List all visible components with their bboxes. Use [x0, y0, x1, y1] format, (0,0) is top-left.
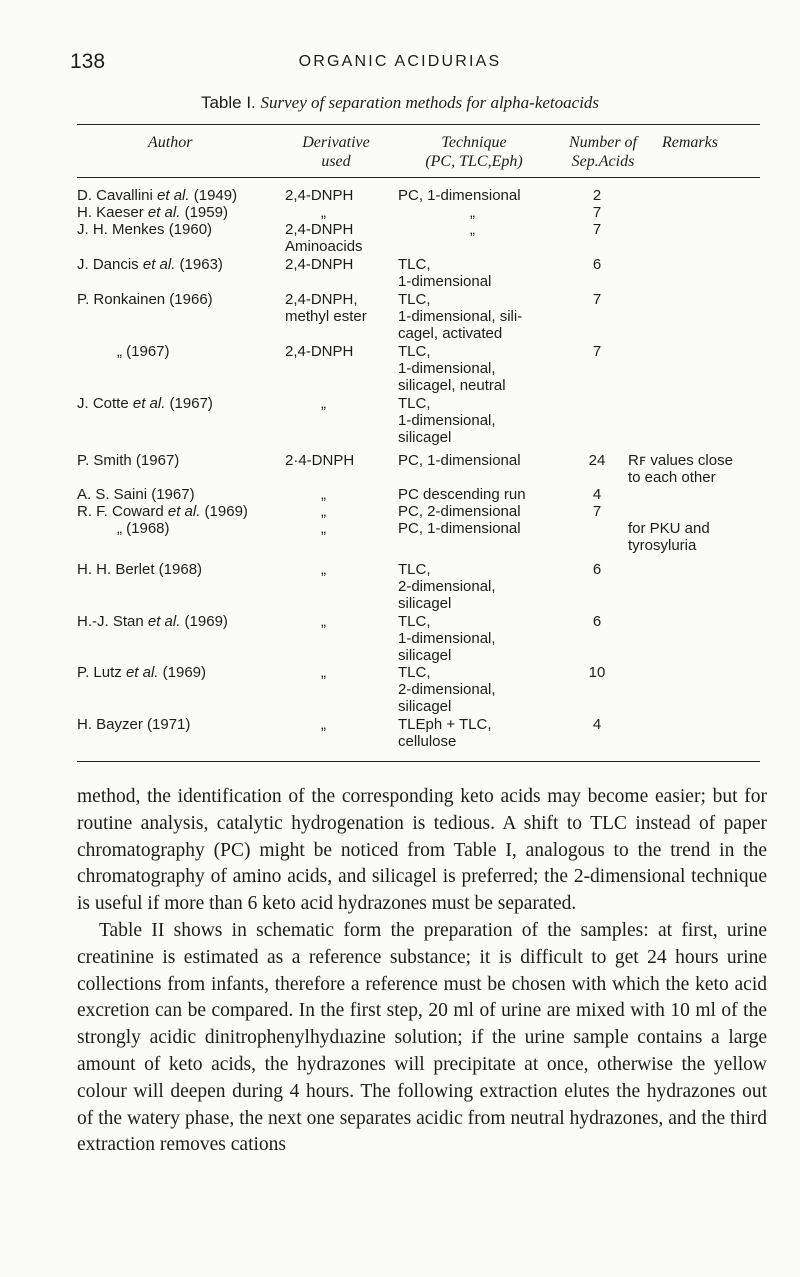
cell-technique: TLC, 1-dimensional, silicagel, neutral	[398, 343, 506, 394]
cell-author	[77, 561, 202, 578]
author-year: (1967)	[165, 395, 213, 412]
cell-author	[117, 343, 170, 360]
cell-technique: TLC, 1-dimensional, silicagel	[398, 613, 496, 664]
cell-derivative: 2,4-DNPH, methyl ester	[285, 291, 367, 325]
author-year: (1969)	[180, 613, 228, 630]
cell-technique: TLC, 1-dimensional, sili- cagel, activated	[398, 291, 523, 342]
author-year: (1969)	[158, 664, 206, 681]
author-name: „ (1967)	[117, 343, 170, 360]
cell-technique: TLC, 2-dimensional, silicagel	[398, 664, 496, 715]
paragraph: method, the identification of the corresponding keto acids may become easier; but for routine analysis, catalytic hydrogenation is tedious. A shift to TLC instead of paper chromatography (PC) might be noticed from Table I, analogous to the trend in the chromatography of amino acids, and silicagel is preferred; the 2-dimensional technique is useful if more than 6 keto acid hydrazones must be separated.	[77, 786, 767, 915]
cell-derivative: „	[321, 486, 326, 503]
cell-technique: TLC, 1-dimensional, silicagel	[398, 395, 496, 446]
author-year: (1969)	[200, 503, 248, 520]
body-text	[77, 784, 767, 1159]
cell-author	[77, 291, 213, 308]
cell-number: 7	[592, 204, 602, 221]
header-number: Number of Sep.Acids	[569, 134, 637, 170]
header-author: Author	[148, 134, 193, 151]
author-etal: et al.	[147, 613, 181, 630]
cell-technique: PC, 1-dimensional	[398, 452, 521, 469]
cell-number: 6	[592, 256, 602, 273]
running-head: ORGANIC ACIDURIAS	[298, 53, 502, 70]
author-etal: et al.	[125, 664, 159, 681]
cell-author	[77, 486, 195, 503]
author-etal: et al.	[132, 395, 166, 412]
author-name: P. Ronkainen (1966)	[77, 291, 213, 308]
author-name: H. Bayzer (1971)	[77, 716, 191, 733]
page-number: 138	[70, 50, 106, 73]
cell-number: 6	[592, 561, 602, 578]
cell-derivative: 2,4-DNPH Aminoacids	[285, 221, 363, 255]
cell-derivative: „	[321, 613, 326, 630]
cell-number: 7	[592, 343, 602, 360]
cell-author	[77, 613, 228, 630]
cell-author	[117, 520, 170, 537]
author-etal: et al.	[157, 187, 190, 204]
author-name: A. S. Saini (1967)	[77, 486, 195, 503]
author-year: (1963)	[175, 256, 223, 273]
author-name: „ (1968)	[117, 520, 170, 537]
cell-technique: PC descending run	[398, 486, 526, 503]
cell-derivative: „	[321, 503, 326, 520]
author-year: (1949)	[189, 187, 238, 204]
cell-derivative: 2,4-DNPH	[285, 343, 354, 360]
cell-author	[77, 221, 212, 238]
author-name: P. Smith (1967)	[77, 452, 180, 469]
author-name: J. Dancis	[77, 256, 143, 273]
table-caption	[0, 93, 800, 113]
table-caption-label: Table I.	[200, 93, 256, 112]
cell-author	[77, 716, 190, 733]
cell-number: 6	[592, 613, 602, 630]
cell-author	[77, 664, 206, 681]
cell-remarks: Rꜰ values close to each other	[628, 452, 733, 486]
table-caption-title: Survey of separation methods for alpha-ketoacids	[260, 93, 600, 112]
header-derivative: Derivative used	[302, 134, 370, 170]
author-etal: et al.	[142, 256, 176, 273]
author-name: J. H. Menkes (1960)	[77, 221, 213, 238]
author-etal: et al.	[147, 204, 181, 221]
author-etal: et al.	[167, 503, 201, 520]
cell-technique: TLEph + TLC, cellulose	[398, 716, 492, 750]
author-name: H.-J. Stan	[77, 613, 148, 630]
header-technique: Technique (PC, TLC,Eph)	[425, 134, 523, 170]
table-top-rule	[77, 124, 760, 125]
cell-number: 7	[592, 503, 602, 520]
cell-derivative: „	[321, 561, 326, 578]
cell-number: 7	[592, 221, 602, 238]
cell-technique: TLC, 1-dimensional	[398, 256, 492, 290]
cell-derivative: 2,4-DNPH	[285, 256, 354, 273]
cell-derivative: 2·4-DNPH	[285, 452, 355, 469]
author-name: H. H. Berlet (1968)	[77, 561, 203, 578]
cell-derivative: „	[321, 664, 326, 681]
table-bottom-rule	[77, 761, 760, 762]
author-name: P. Lutz	[77, 664, 126, 681]
cell-derivative: „	[321, 395, 326, 412]
cell-author	[77, 395, 213, 412]
cell-technique: PC, 1-dimensional	[398, 187, 521, 204]
cell-technique: TLC, 2-dimensional, silicagel	[398, 561, 496, 612]
paragraph: Table II shows in schematic form the preparation of the samples: at first, urine creatinine is estimated as a reference substance; it is difficult to get 24 hours urine collections from infants, therefore a reference must be chosen with which the keto acid excretion can be compared. In the first step, 20 ml of urine are mixed with 10 ml of the strongly acidic dinitrophenylhydıazine solution; if the urine sample contains a large amount of keto acids, the hydrazones will precipitate at once, otherwise the yellow colour will deepen during 4 hours. The following extraction elutes the hydrazones out of the watery phase, the next one separates acidic from neutral hydrazones, and the third extraction removes cations	[77, 919, 767, 1156]
cell-remarks: for PKU and tyrosyluria	[628, 520, 710, 554]
cell-derivative: „	[321, 716, 326, 733]
author-year: (1959)	[180, 204, 228, 221]
table-header-rule	[77, 177, 760, 178]
cell-derivative: 2,4-DNPH	[285, 187, 354, 204]
cell-technique: PC, 1-dimensional	[398, 520, 521, 537]
cell-author	[77, 187, 237, 204]
cell-author	[77, 204, 228, 221]
author-name: J. Cotte	[77, 395, 133, 412]
author-name: H. Kaeser	[77, 204, 148, 221]
cell-author	[77, 452, 179, 469]
cell-number: 24	[588, 452, 606, 469]
cell-technique: „	[470, 221, 475, 238]
cell-author	[77, 256, 223, 273]
cell-number: 4	[592, 486, 602, 503]
cell-number: 2	[592, 187, 602, 204]
cell-technique: PC, 2-dimensional	[398, 503, 521, 520]
cell-derivative: „	[321, 204, 326, 221]
cell-number: 7	[592, 291, 602, 308]
author-name: R. F. Coward	[77, 503, 168, 520]
cell-technique: „	[470, 204, 475, 221]
cell-author	[77, 503, 248, 520]
cell-number: 4	[592, 716, 602, 733]
header-remarks: Remarks	[662, 134, 718, 151]
cell-number: 10	[588, 664, 606, 681]
cell-derivative: „	[321, 520, 326, 537]
author-name: D. Cavallini	[77, 187, 158, 204]
